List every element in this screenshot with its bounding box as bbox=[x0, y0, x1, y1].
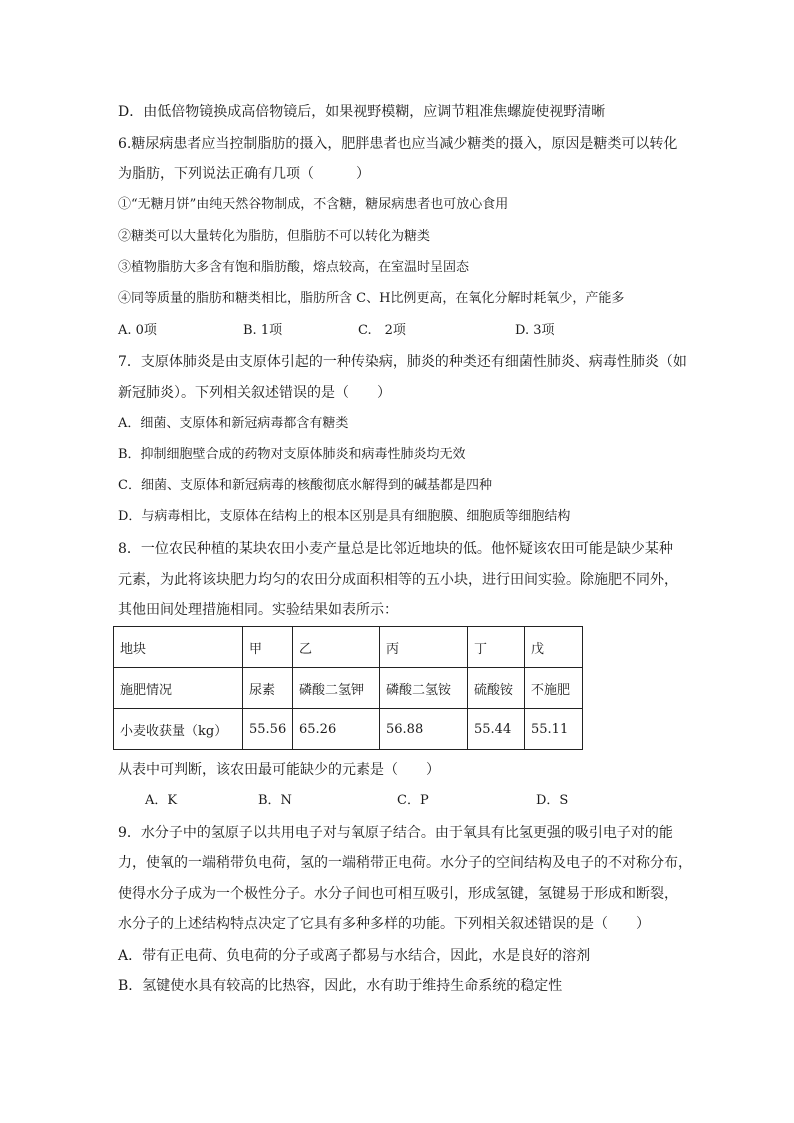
q7-option-a: A．细菌、支原体和新冠病毒都含有糖类 bbox=[118, 416, 349, 431]
q9-stem-line-4: 水分子的上述结构特点决定了它具有多种多样的功能。下列相关叙述错误的是（ ） bbox=[118, 916, 650, 932]
q8-stem-line-2: 元素，为此将该块肥力均匀的农田分成面积相等的五小块，进行田间实验。除施肥不同外， bbox=[118, 572, 678, 588]
table-cell: 磷酸二氢铵 bbox=[380, 668, 468, 709]
table-cell: 磷酸二氢钾 bbox=[293, 668, 380, 709]
q9-stem-line-2: 力，使氧的一端稍带负电荷，氢的一端稍带正电荷。水分子的空间结构及电子的不对称分布， bbox=[118, 855, 692, 871]
table-row bbox=[114, 709, 583, 750]
q8-option-b: B．N bbox=[258, 793, 292, 808]
q9-stem-line-1: 9．水分子中的氢原子以共用电子对与氧原子结合。由于氧具有比氢更强的吸引电子对的能 bbox=[118, 825, 673, 841]
table-cell: 甲 bbox=[243, 627, 293, 668]
table-cell: 小麦收获量（kg） bbox=[114, 709, 243, 750]
table-cell: 乙 bbox=[293, 627, 380, 668]
table-cell: 55.56 bbox=[243, 709, 293, 750]
q5-option-d: D．由低倍物镜换成高倍物镜后，如果视野模糊，应调节粗准焦螺旋使视野清晰 bbox=[118, 104, 606, 120]
table-cell: 55.11 bbox=[525, 709, 583, 750]
q6-statement-4: ④同等质量的脂肪和糖类相比，脂肪所含 C、H比例更高，在氧化分解时耗氧少，产能多 bbox=[118, 291, 625, 306]
table-cell: 不施肥 bbox=[525, 668, 583, 709]
q6-option-d: D. 3项 bbox=[515, 323, 555, 338]
q7-stem-line-2: 新冠肺炎）。下列相关叙述错误的是（ ） bbox=[118, 385, 391, 401]
table-cell: 丁 bbox=[468, 627, 525, 668]
q9-stem-line-3: 使得水分子成为一个极性分子。水分子间也可相互吸引，形成氢键，氢键易于形成和断裂， bbox=[118, 886, 678, 902]
q6-statement-2: ②糖类可以大量转化为脂肪，但脂肪不可以转化为糖类 bbox=[118, 229, 431, 244]
table-cell: 施肥情况 bbox=[114, 668, 243, 709]
q8-option-d: D．S bbox=[536, 793, 569, 808]
table-cell: 戊 bbox=[525, 627, 583, 668]
q6-option-a: A. 0项 bbox=[118, 323, 157, 338]
q6-option-b: B. 1项 bbox=[243, 323, 283, 338]
table-cell: 丙 bbox=[380, 627, 468, 668]
table-cell: 地块 bbox=[114, 627, 243, 668]
table-row bbox=[114, 668, 583, 709]
q8-option-a: A．K bbox=[145, 793, 178, 808]
q8-stem-line-3: 其他田间处理措施相同。实验结果如表所示： bbox=[118, 602, 398, 618]
table-cell: 硫酸铵 bbox=[468, 668, 525, 709]
q6-stem-line-1: 6.糖尿病患者应当控制脂肪的摄入，肥胖患者也应当减少糖类的摄入，原因是糖类可以转化 bbox=[118, 136, 678, 152]
fertilizer-table bbox=[113, 626, 583, 750]
table-row bbox=[114, 627, 583, 668]
q8-question: 从表中可判断，该农田最可能缺少的元素是（ ） bbox=[118, 762, 440, 778]
q6-option-c: C. 2项 bbox=[358, 323, 406, 338]
q8-option-c: C．P bbox=[397, 793, 429, 808]
q7-option-d: D．与病毒相比，支原体在结构上的根本区别是具有细胞膜、细胞质等细胞结构 bbox=[118, 509, 571, 524]
q6-statement-1: ①“无糖月饼”由纯天然谷物制成，不含糖，糖尿病患者也可放心食用 bbox=[118, 197, 509, 212]
q6-stem-line-2: 为脂肪，下列说法正确有几项（ ） bbox=[118, 166, 370, 182]
q9-option-a: A．带有正电荷、负电荷的分子或离子都易与水结合，因此，水是良好的溶剂 bbox=[118, 948, 591, 964]
table-cell: 55.44 bbox=[468, 709, 525, 750]
q8-stem-line-1: 8．一位农民种植的某块农田小麦产量总是比邻近地块的低。他怀疑该农田可能是缺少某种 bbox=[118, 541, 673, 557]
q9-option-b: B．氢键使水具有较高的比热容，因此，水有助于维持生命系统的稳定性 bbox=[118, 978, 563, 994]
q7-option-b: B．抑制细胞壁合成的药物对支原体肺炎和病毒性肺炎均无效 bbox=[118, 447, 466, 462]
table-cell: 尿素 bbox=[243, 668, 293, 709]
table-cell: 56.88 bbox=[380, 709, 468, 750]
q6-statement-3: ③植物脂肪大多含有饱和脂肪酸，熔点较高，在室温时呈固态 bbox=[118, 260, 470, 275]
q7-option-c: C．细菌、支原体和新冠病毒的核酸彻底水解得到的碱基都是四种 bbox=[118, 478, 492, 493]
q7-stem-line-1: 7．支原体肺炎是由支原体引起的一种传染病，肺炎的种类还有细菌性肺炎、病毒性肺炎（如 bbox=[118, 354, 687, 370]
table-cell: 65.26 bbox=[293, 709, 380, 750]
